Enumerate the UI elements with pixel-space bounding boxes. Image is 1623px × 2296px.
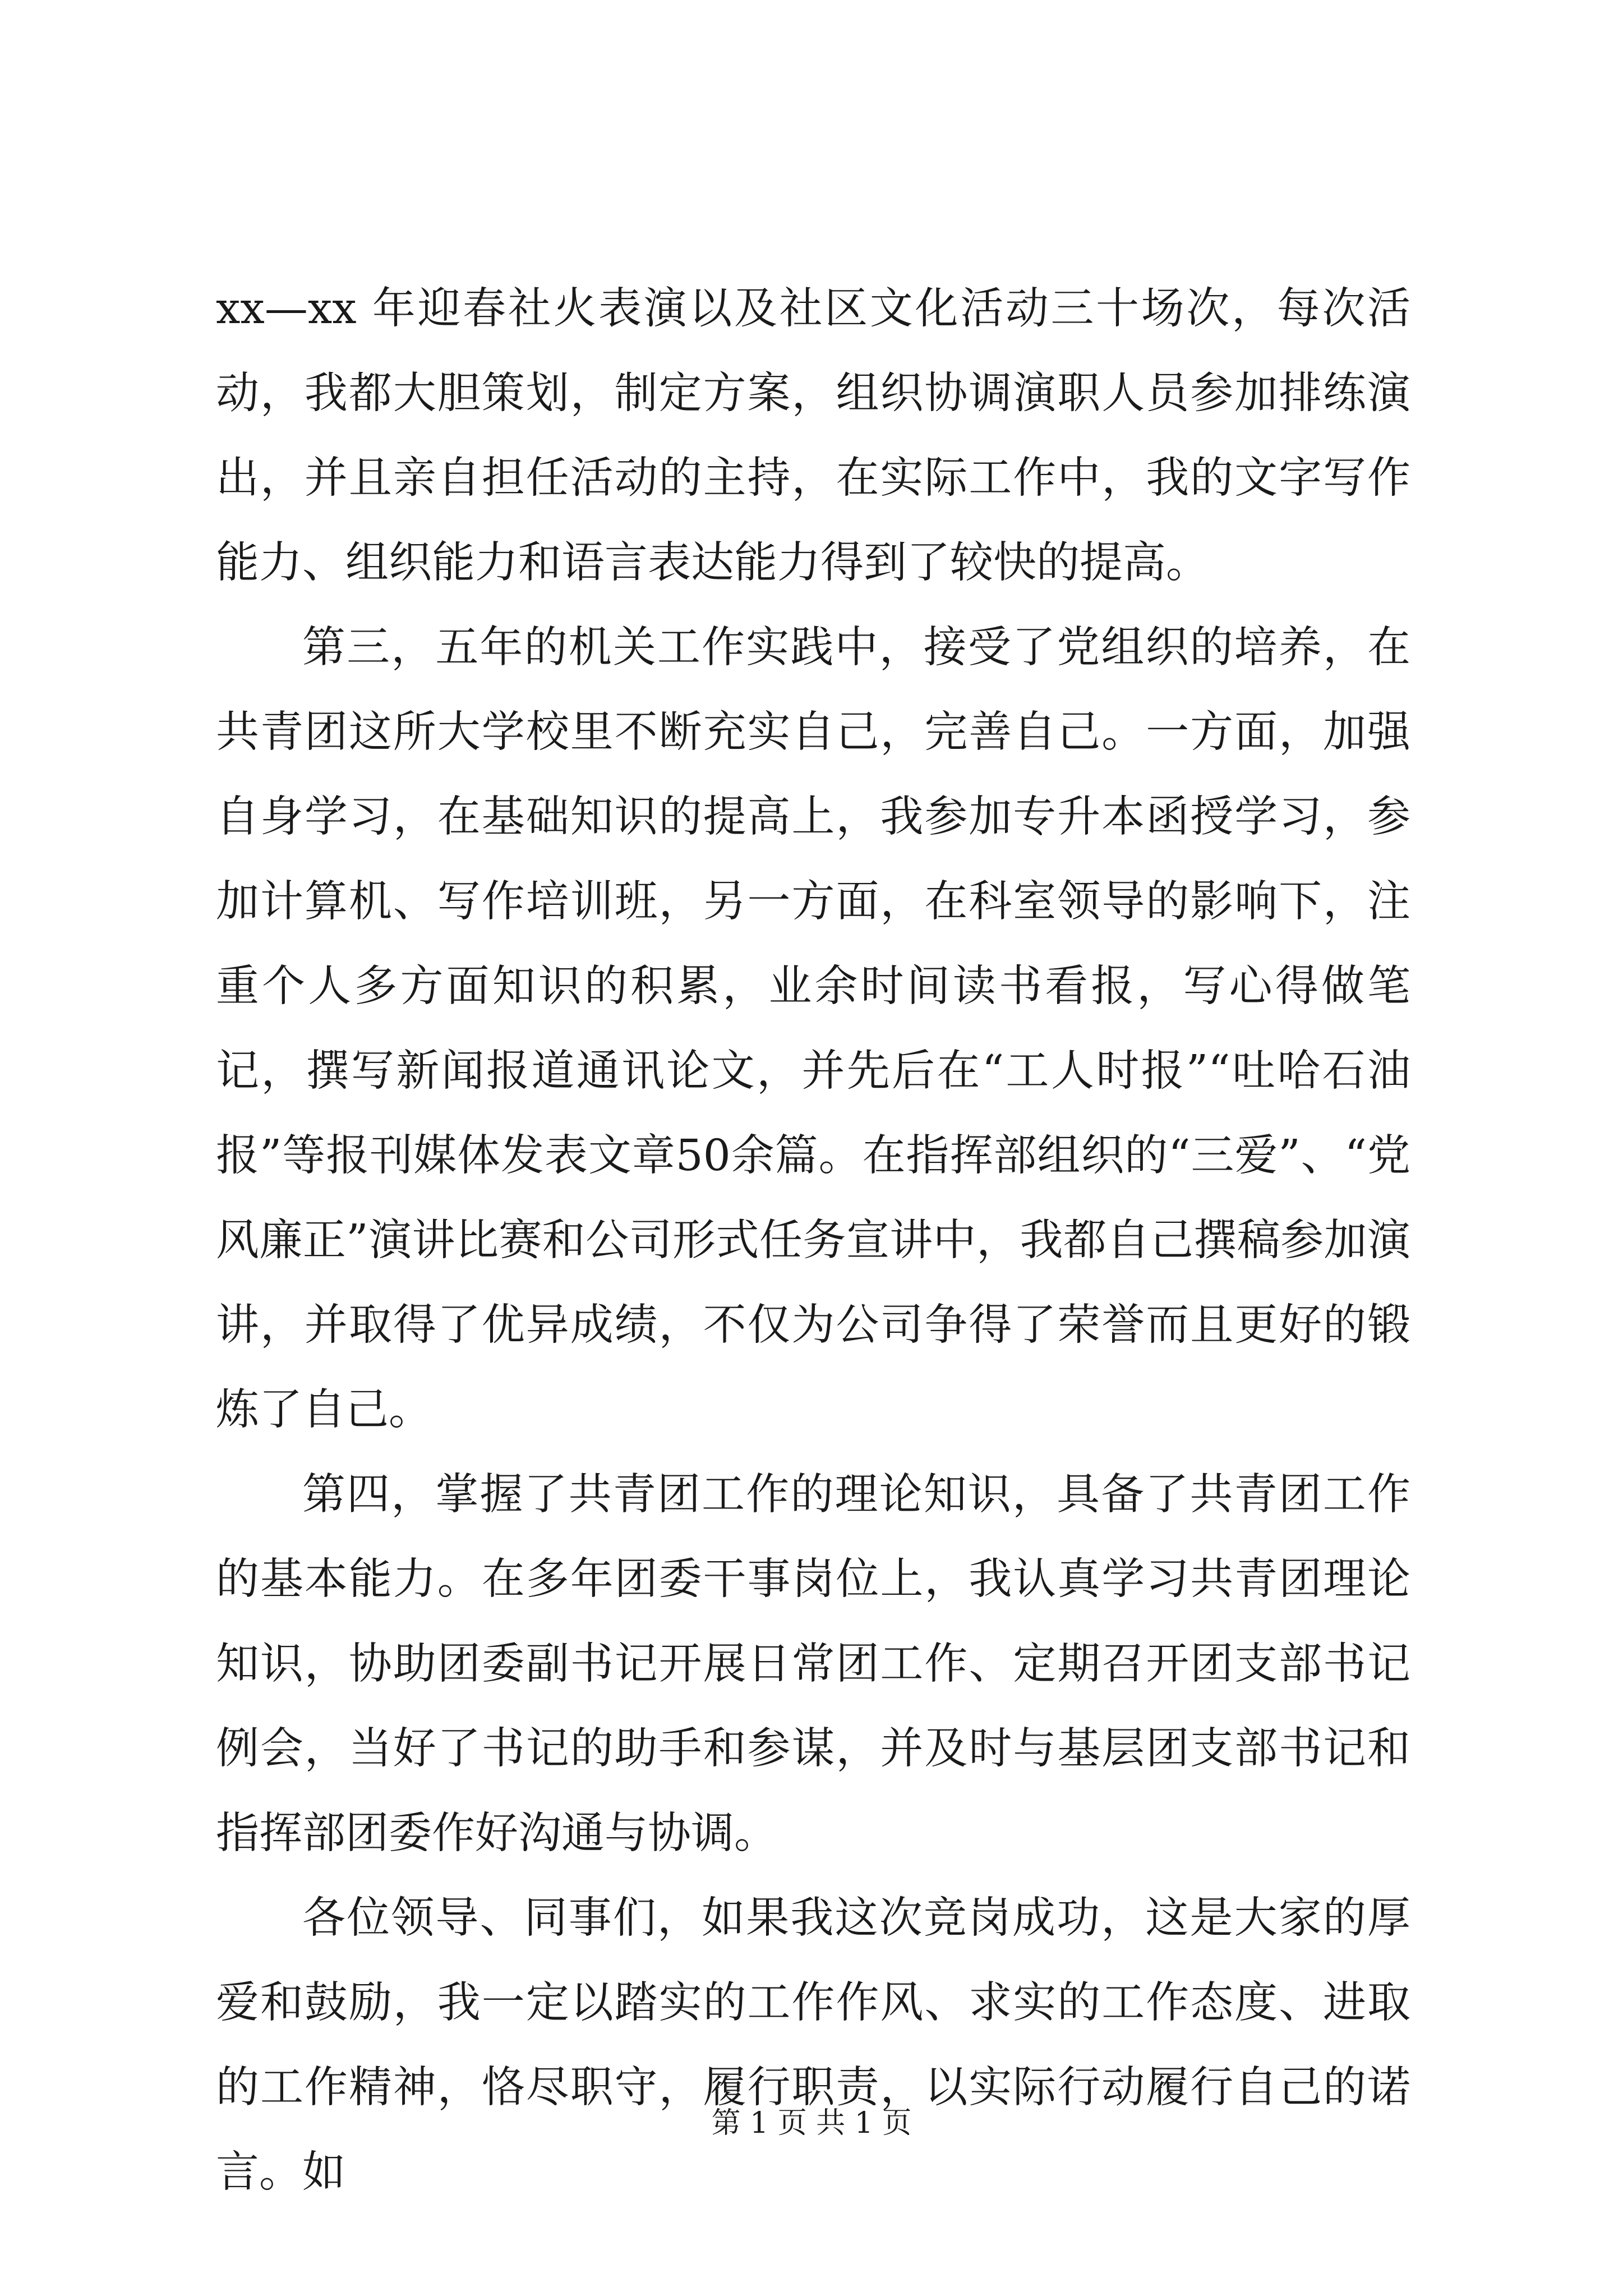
paragraph-4: 各位领导、同事们，如果我这次竞岗成功，这是大家的厚爱和鼓励，我一定以踏实的工作作风、求实的工作态度、进取的工作精神，恪尽职守，履行职责，以实际行动履行自己的诺言。如 <box>216 1893 1410 2197</box>
page-footer: 第 1 页 共 1 页 <box>711 2106 912 2140</box>
paragraph-2: 第三，五年的机关工作实践中，接受了党组织的培养，在共青团这所大学校里不断充实自己，完善自己。一方面，加强自身学习，在基础知识的提高上，我参加专升本函授学习，参加计算机、写作培训班，另一方面，在科室领导的影响下，注重个人多方面知识的积累，业余时间读书看报，写心得做笔记，撰写新闻报道通讯论文，并先后在“工人时报”“吐哈石油报”等报刊媒体发表文章50余篇。在指挥部组织的“三爱”、“党风廉正”演讲比赛和公司形式任务宣讲中，我都自己撰稿参加演讲，并取得了优异成绩，不仅为公司争得了荣誉而且更好的锻炼了自己。 <box>216 623 1410 1435</box>
paragraph-3: 第四，掌握了共青团工作的理论知识，具备了共青团工作的基本能力。在多年团委干事岗位上，我认真学习共青团理论知识，协助团委副书记开展日常团工作、定期召开团支部书记例会，当好了书记的助手和参谋，并及时与基层团支部书记和指挥部团委作好沟通与协调。 <box>216 1470 1410 1858</box>
paragraph-1: xx—xx 年迎春社火表演以及社区文化活动三十场次，每次活动，我都大胆策划，制定方案，组织协调演职人员参加排练演出，并且亲自担任活动的主持，在实际工作中，我的文字写作能力、组织能力和语言表达能力得到了较快的提高。 <box>216 284 1410 588</box>
document-body <box>216 266 1410 2215</box>
